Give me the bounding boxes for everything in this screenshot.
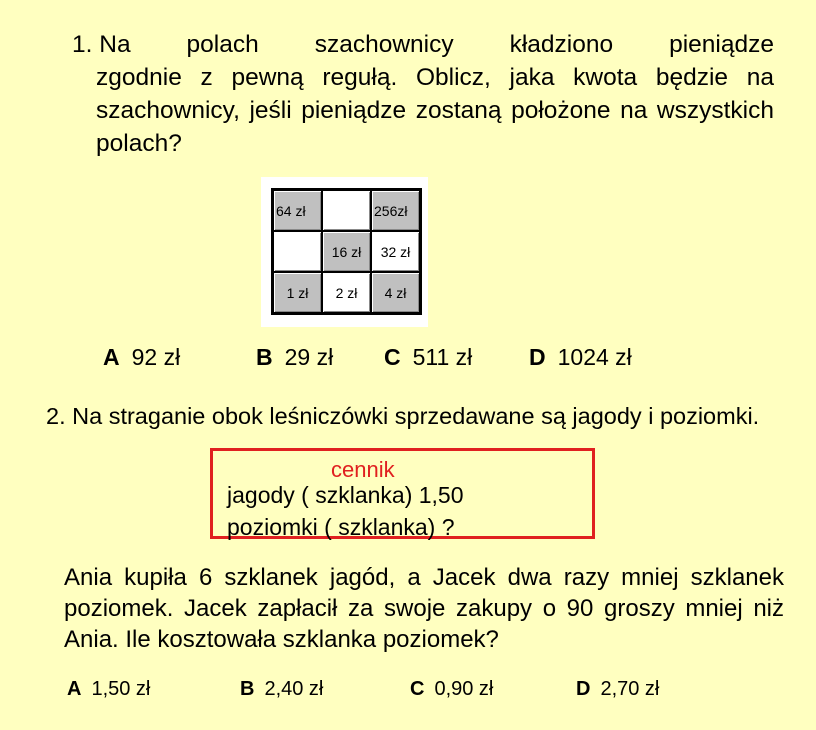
question-1-answers bbox=[0, 344, 816, 374]
answer-option bbox=[240, 678, 323, 701]
answer-letter: D bbox=[576, 678, 591, 700]
answer-value: 511 zł bbox=[412, 344, 473, 370]
board-cell: 4 zł bbox=[371, 272, 420, 313]
answer-letter: B bbox=[240, 678, 255, 700]
answer-value: 1,50 zł bbox=[91, 678, 151, 700]
answer-option bbox=[529, 344, 632, 371]
price-list-box bbox=[210, 448, 595, 539]
board-cell: 2 zł bbox=[322, 272, 371, 313]
board-cell: 1 zł bbox=[273, 272, 322, 313]
answer-value: 2,40 zł bbox=[264, 678, 324, 700]
answer-value: 1024 zł bbox=[557, 344, 632, 370]
answer-value: 0,90 zł bbox=[434, 678, 494, 700]
answer-letter: A bbox=[103, 344, 120, 370]
chessboard-figure bbox=[261, 177, 428, 327]
question-2-answers bbox=[0, 678, 816, 706]
answer-value: 2,70 zł bbox=[600, 678, 660, 700]
word: polach bbox=[186, 31, 259, 58]
question-1-number: 1. bbox=[72, 31, 93, 58]
answer-option bbox=[410, 678, 493, 701]
chessboard bbox=[271, 188, 422, 315]
board-cell: 64 zł bbox=[273, 190, 322, 231]
question-2-intro: 2. Na straganie obok leśniczówki sprzedawane są jagody i poziomki. bbox=[46, 403, 760, 429]
answer-value: 92 zł bbox=[131, 344, 181, 370]
board-cell: 32 zł bbox=[371, 231, 420, 272]
price-row-strawberries: poziomki ( szklanka) ? bbox=[227, 514, 455, 540]
answer-letter: C bbox=[410, 678, 425, 700]
answer-letter: A bbox=[67, 678, 82, 700]
board-cell bbox=[322, 190, 371, 231]
question-2-text: Ania kupiła 6 szklanek jagód, a Jacek dwa razy mniej szklanek poziomek. Jacek zapłacił za swoje zakupy o 90 groszy mniej niż Ania. Ile kosztowała szklanka poziomek? bbox=[64, 564, 784, 653]
answer-option bbox=[384, 344, 472, 371]
question-1 bbox=[72, 28, 774, 160]
price-row-blueberries: jagody ( szklanka) 1,50 bbox=[227, 482, 464, 508]
board-cell bbox=[273, 231, 322, 272]
word: pieniądze bbox=[669, 31, 774, 58]
answer-option bbox=[576, 678, 659, 701]
answer-option bbox=[103, 344, 180, 371]
answer-letter: D bbox=[529, 344, 546, 370]
word: kładziono bbox=[509, 31, 614, 58]
answer-option bbox=[67, 678, 150, 701]
question-1-first-line bbox=[72, 28, 774, 61]
question-1-number-and-word bbox=[72, 28, 131, 61]
board-cell: 256zł bbox=[371, 190, 420, 231]
answer-letter: B bbox=[256, 344, 273, 370]
price-list-title: cennik bbox=[331, 457, 395, 482]
board-cell: 16 zł bbox=[322, 231, 371, 272]
answer-letter: C bbox=[384, 344, 401, 370]
word: Na bbox=[99, 31, 131, 58]
word: szachownicy bbox=[314, 31, 454, 58]
question-1-text: zgodnie z pewną regułą. Oblicz, jaka kwota będzie na szachownicy, jeśli pieniądze zostaną położone na wszystkich polach? bbox=[96, 64, 774, 157]
answer-value: 29 zł bbox=[284, 344, 334, 370]
answer-option bbox=[256, 344, 333, 371]
